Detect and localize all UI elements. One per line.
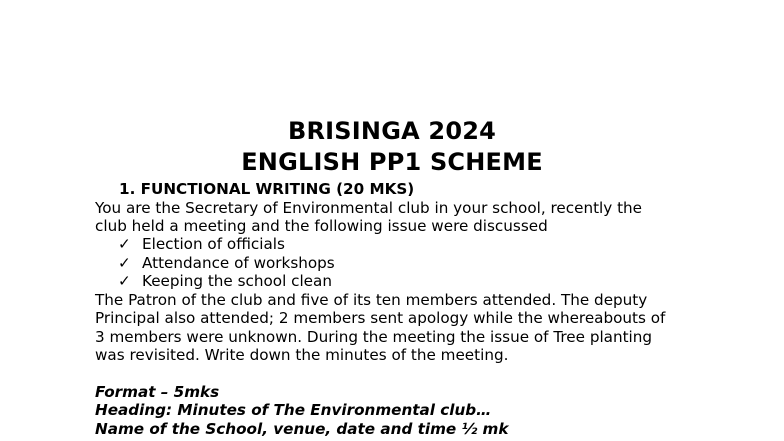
paragraph-line: Principal also attended; 2 members sent apology while the whereabouts of: [95, 309, 666, 327]
bullet-item: [118, 272, 332, 291]
bullet-text: Keeping the school clean: [142, 272, 332, 290]
paragraph-line: 3 members were unknown. During the meeting the issue of Tree planting: [95, 328, 653, 346]
format-line: Heading: Minutes of The Environmental club…: [95, 401, 492, 419]
format-line: Name of the School, venue, date and time ½ mk: [95, 420, 509, 438]
question-line: You are the Secretary of Environmental club in your school, recently the: [95, 199, 642, 217]
section-heading: 1. FUNCTIONAL WRITING (20 MKS): [119, 180, 415, 198]
bullet-text: Attendance of workshops: [142, 254, 335, 272]
paragraph-line: was revisited. Write down the minutes of the meeting.: [95, 346, 509, 364]
document-title-subject: ENGLISH PP1 SCHEME: [241, 148, 543, 176]
paragraph-line: The Patron of the club and five of its ten members attended. The deputy: [95, 291, 648, 309]
bullet-item: [118, 254, 335, 273]
bullet-text: Election of officials: [142, 235, 285, 253]
check-mark-icon: ✓: [118, 272, 131, 290]
bullet-item: [118, 235, 285, 254]
question-line: club held a meeting and the following issue were discussed: [95, 217, 548, 235]
check-mark-icon: ✓: [118, 235, 131, 253]
format-heading: Format – 5mks: [95, 383, 220, 401]
check-mark-icon: ✓: [118, 254, 131, 272]
document-title-school: BRISINGA 2024: [287, 117, 497, 145]
